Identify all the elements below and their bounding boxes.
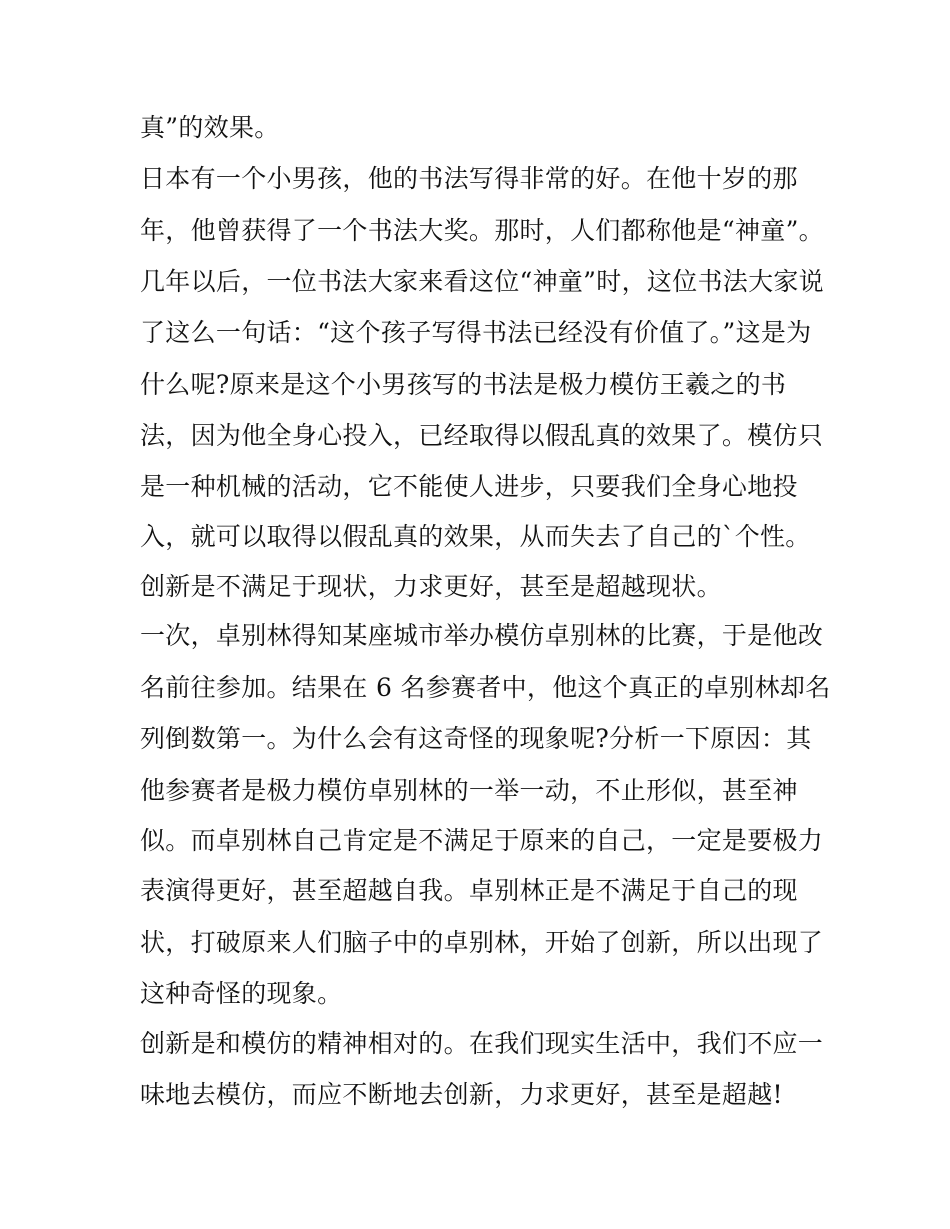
text-line: 年，他曾获得了一个书法大奖。那时，人们都称他是“神童”。 <box>140 216 824 245</box>
text-line: 表演得更好，甚至超越自我。卓别林正是不满足于自己的现 <box>140 876 798 905</box>
text-line: 法，因为他全身心投入，已经取得以假乱真的效果了。模仿只 <box>140 421 824 450</box>
text-line: 入，就可以取得以假乱真的效果，从而失去了自己的`个性。 <box>140 522 811 551</box>
text-line: 味地去模仿，而应不断地去创新，力求更好，甚至是超越! <box>140 1080 783 1109</box>
text-line: 这种奇怪的现象。 <box>140 979 343 1008</box>
text-line: 似。而卓别林自己肯定是不满足于原来的自己，一定是要极力 <box>140 826 824 855</box>
text-line: 几年以后，一位书法大家来看这位“神童”时，这位书法大家说 <box>140 267 824 296</box>
text-line: 创新是和模仿的精神相对的。在我们现实生活中，我们不应一 <box>140 1029 824 1058</box>
text-line: 是一种机械的活动，它不能使人进步，只要我们全身心地投 <box>140 472 798 501</box>
text-line: 他参赛者是极力模仿卓别林的一举一动，不止形似，甚至神 <box>140 776 798 805</box>
text-line: 了这么一句话：“这个孩子写得书法已经没有价值了。”这是为 <box>140 318 812 347</box>
text-line: 一次，卓别林得知某座城市举办模仿卓别林的比赛，于是他改 <box>140 621 824 650</box>
text-line: 名前往参加。结果在 6 名参赛者中，他这个真正的卓别林却名 <box>140 673 831 702</box>
text-line: 日本有一个小男孩，他的书法写得非常的好。在他十岁的那 <box>140 164 798 193</box>
text-line: 列倒数第一。为什么会有这奇怪的现象呢?分析一下原因：其 <box>140 724 812 753</box>
text-line: 什么呢?原来是这个小男孩写的书法是极力模仿王羲之的书 <box>140 370 787 399</box>
text-line: 真”的效果。 <box>140 113 280 142</box>
text-line: 状，打破原来人们脑子中的卓别林，开始了创新，所以出现了 <box>140 928 824 957</box>
text-line: 创新是不满足于现状，力求更好，甚至是超越现状。 <box>140 572 722 601</box>
